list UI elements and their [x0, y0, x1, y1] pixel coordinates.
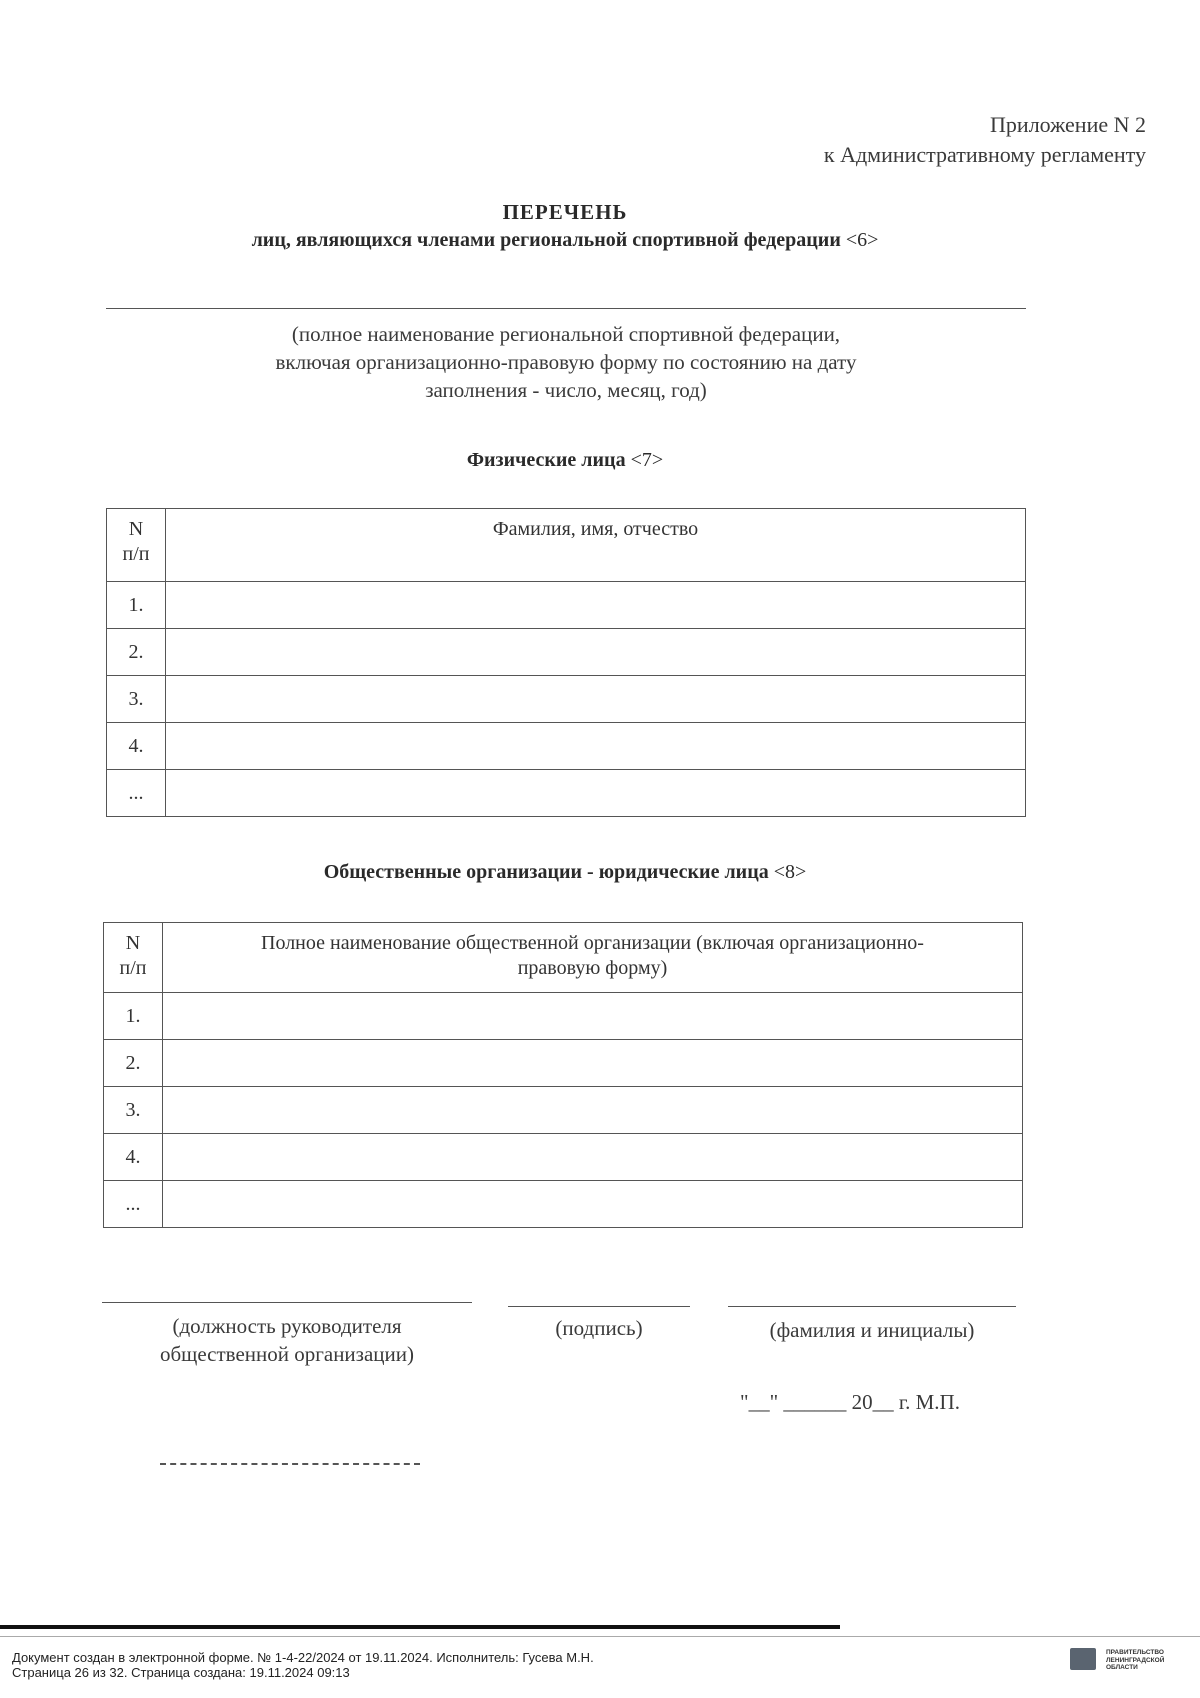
coat-of-arms-icon: [1070, 1648, 1096, 1670]
row-value-cell[interactable]: [163, 1040, 1023, 1087]
table-row: [104, 1181, 1023, 1228]
row-value-cell[interactable]: [163, 1087, 1023, 1134]
position-caption: [102, 1312, 472, 1368]
government-logo-line-3: ОБЛАСТИ: [1106, 1664, 1138, 1671]
table-row: [104, 1040, 1023, 1087]
table-row: [104, 1134, 1023, 1181]
row-number: ...: [104, 1181, 163, 1228]
column-header-number: [107, 509, 166, 582]
table-row: [107, 723, 1026, 770]
row-value-cell[interactable]: [163, 1134, 1023, 1181]
document-title: [0, 198, 1130, 254]
footer-rule-thin: [0, 1636, 1200, 1637]
federation-caption-line-1: (полное наименование региональной спортивной федерации,: [291, 322, 841, 346]
organizations-table: [103, 922, 1023, 1228]
column-header-organization-name: [163, 923, 1023, 993]
row-value-cell[interactable]: [166, 770, 1026, 817]
row-number: 4.: [104, 1134, 163, 1181]
individuals-heading: [0, 446, 1130, 474]
federation-name-line: [106, 308, 1026, 309]
footer-rule: [0, 1625, 840, 1629]
row-number: 3.: [104, 1087, 163, 1134]
appendix-line-1: Приложение N 2: [990, 112, 1146, 137]
footnote-ref-6: <6>: [845, 229, 879, 251]
table-header-row: [104, 923, 1023, 993]
row-value-cell[interactable]: [163, 1181, 1023, 1228]
column-header-organization-name-line-2: правовую форму): [517, 957, 668, 979]
position-signature-line[interactable]: [102, 1302, 472, 1303]
column-header-number-line-1: N: [125, 932, 141, 954]
row-value-cell[interactable]: [163, 993, 1023, 1040]
footer-line-1: Документ создан в электронной форме. № 1-4-22/2024 от 19.11.2024. Исполнитель: Гусева М.Н.: [12, 1650, 594, 1665]
column-header-number-line-2: п/п: [122, 543, 150, 565]
table-row: [107, 629, 1026, 676]
row-value-cell[interactable]: [166, 676, 1026, 723]
table-header-row: [107, 509, 1026, 582]
footnote-ref-8: <8>: [773, 861, 807, 883]
appendix-header: [824, 110, 1146, 170]
row-number: 1.: [104, 993, 163, 1040]
signature-caption: (подпись): [555, 1316, 643, 1340]
position-caption-line-2: общественной организации): [159, 1342, 414, 1366]
individuals-heading-text: Физические лица: [466, 449, 626, 471]
name-signature-line[interactable]: [728, 1306, 1016, 1307]
federation-caption: [106, 320, 1026, 404]
table-row: [107, 676, 1026, 723]
row-value-cell[interactable]: [166, 723, 1026, 770]
federation-caption-line-2: включая организационно-правовую форму по состоянию на дату: [275, 350, 857, 374]
date-stamp-line: "__" ______ 20__ г. М.П.: [740, 1390, 960, 1414]
row-number: 2.: [107, 629, 166, 676]
table-row: [104, 1087, 1023, 1134]
column-header-number-line-1: N: [128, 518, 144, 540]
footnote-ref-7: <7>: [630, 449, 664, 471]
footer-line-2: Страница 26 из 32. Страница создана: 19.11.2024 09:13: [12, 1665, 350, 1680]
federation-caption-line-3: заполнения - число, месяц, год): [425, 378, 707, 402]
column-header-organization-name-line-1: Полное наименование общественной организации (включая организационно-: [261, 932, 924, 954]
row-value-cell[interactable]: [166, 629, 1026, 676]
row-number: 4.: [107, 723, 166, 770]
column-header-full-name: Фамилия, имя, отчество: [166, 509, 1026, 582]
signature-line[interactable]: [508, 1306, 690, 1307]
organizations-heading: [0, 858, 1130, 886]
row-value-cell[interactable]: [166, 582, 1026, 629]
title-subtitle-text: лиц, являющихся членами региональной спортивной федерации: [251, 229, 841, 251]
position-caption-line-1: (должность руководителя: [172, 1314, 402, 1338]
table-row: [104, 993, 1023, 1040]
table-row: [107, 770, 1026, 817]
organizations-heading-text: Общественные организации - юридические лица: [323, 861, 769, 883]
footnote-separator: [160, 1463, 420, 1465]
row-number: 1.: [107, 582, 166, 629]
appendix-line-2: к Административному регламенту: [823, 142, 1146, 167]
government-logo-text: [1106, 1649, 1164, 1672]
column-header-number: [104, 923, 163, 993]
title-main: ПЕРЕЧЕНЬ: [502, 200, 628, 224]
individuals-table: [106, 508, 1026, 817]
row-number: ...: [107, 770, 166, 817]
column-header-number-line-2: п/п: [119, 957, 147, 979]
footer-text: [12, 1650, 594, 1680]
table-row: [107, 582, 1026, 629]
row-number: 3.: [107, 676, 166, 723]
title-subtitle: [0, 226, 1130, 254]
government-logo-line-2: ЛЕНИНГРАДСКОЙ: [1106, 1656, 1165, 1664]
row-number: 2.: [104, 1040, 163, 1087]
government-logo-line-1: ПРАВИТЕЛЬСТВО: [1106, 1649, 1164, 1656]
name-caption: (фамилия и инициалы): [769, 1318, 975, 1342]
